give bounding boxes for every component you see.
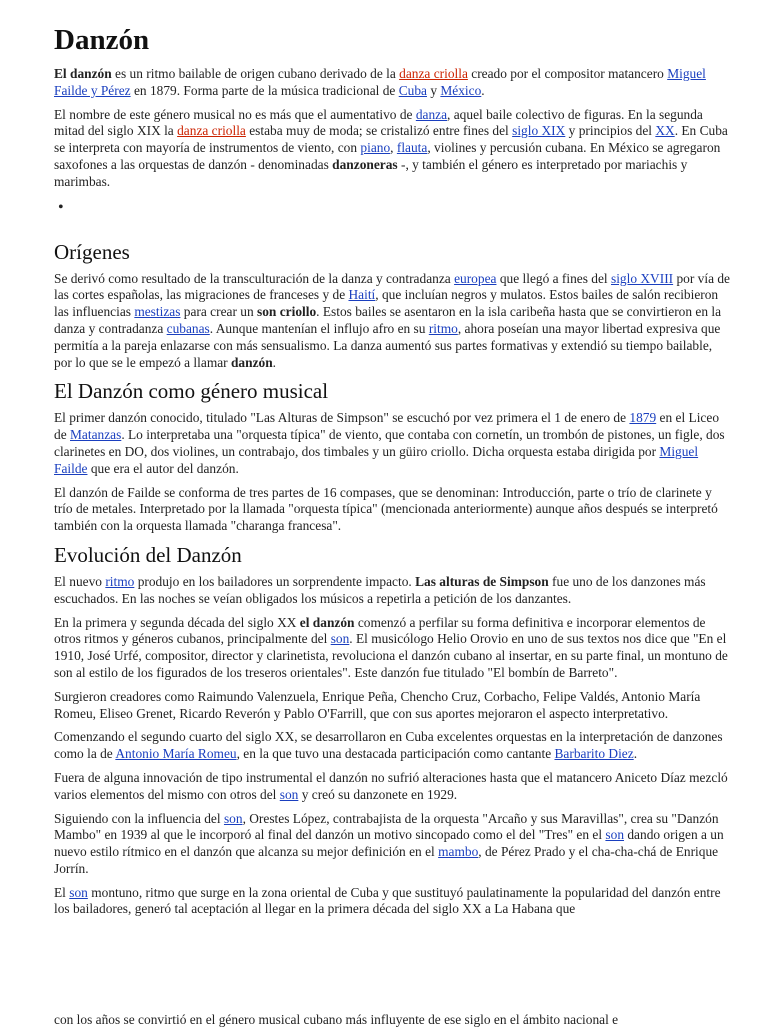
text-run: por vía de las cortes españolas, las migraciones de franceses y de <box>54 270 730 303</box>
paragraph <box>54 689 730 723</box>
genero-musical-section <box>54 410 730 535</box>
text-run: . <box>272 354 277 370</box>
text-run: , <box>390 140 397 156</box>
article-link[interactable]: danza <box>415 106 448 122</box>
text-run: comenzó a perfilar su forma definitiva e incorporar elementos de otros ritmos y géneros cubanos, principalmente del <box>54 614 706 647</box>
paragraph <box>54 107 730 191</box>
paragraph <box>54 615 730 682</box>
text-run: montuno, ritmo que surge en la zona oriental de Cuba y que sustituyó paulatinamente la popularidad del danzón entre los bailadores, generó tal aceptación al llegar en la primera década del siglo XX a La Habana que <box>54 884 721 917</box>
article <box>54 22 730 925</box>
text-run: , aquel baile colectivo de figuras. En la segunda mitad del siglo XIX la <box>54 106 703 139</box>
text-run: , que incluían negros y mulatos. Estos bailes de salón recibieron las influencias <box>54 287 719 320</box>
article-link[interactable]: son <box>605 827 625 843</box>
text-run: . <box>481 82 485 98</box>
article-link[interactable]: siglo XIX <box>512 123 566 139</box>
article-link[interactable]: Haití <box>348 287 376 303</box>
article-link[interactable]: mestizas <box>134 304 181 320</box>
text-run: produjo en los bailadores un sorprendente impacto. <box>134 573 416 589</box>
text-run: El primer danzón conocido, titulado "Las Alturas de Simpson" se escuchó por vez primera el 1 de enero de <box>54 410 630 426</box>
article-link[interactable]: Miguel Failde <box>54 443 699 476</box>
article-link[interactable]: Barbarito Diez <box>554 746 634 762</box>
text-run: -, y también el género es interpretado por mariachis y marimbas. <box>54 156 688 189</box>
origenes-section <box>54 271 730 372</box>
article-link[interactable]: danza criolla <box>177 123 246 139</box>
paragraph <box>54 574 730 608</box>
article-link[interactable]: mambo <box>438 844 479 860</box>
paragraph <box>54 410 730 477</box>
text-run: y principios del <box>565 123 656 139</box>
text-run: y <box>426 82 441 98</box>
text-run: . Lo interpretaba una "orquesta típica" de viento, que contaba con cornetín, un trombón de pistones, un figle, dos clarinetes en DO, dos violines, un contrabajo, dos timbales y un güiro criollo. Dicha orquesta estaba dirigida por <box>54 427 725 459</box>
bold-text: el danzón <box>299 614 355 630</box>
heading-evolucion: Evolución del Danzón <box>54 542 242 567</box>
text-run: . Estos bailes se asentaron en la isla caribeña hasta que se convirtieron en la danza y contradanza <box>54 304 722 336</box>
article-link[interactable]: son <box>223 810 243 826</box>
evolucion-section <box>54 574 730 918</box>
article-link[interactable]: Miguel Failde y Pérez <box>54 66 706 98</box>
bold-text: El danzón <box>54 66 112 81</box>
text-run: Siguiendo con la influencia del <box>54 810 224 826</box>
intro-section <box>54 66 730 191</box>
article-link[interactable]: siglo XVIII <box>611 270 674 286</box>
text-run: en el Liceo de <box>54 410 720 443</box>
text-run: En la primera y segunda década del siglo XX <box>54 614 300 630</box>
bold-text: Las alturas de Simpson <box>415 573 549 589</box>
text-run: que llegó a fines del <box>496 270 611 286</box>
article-link[interactable]: europea <box>454 270 497 286</box>
article-link[interactable]: Matanzas <box>70 427 122 443</box>
article-link[interactable]: piano <box>360 140 391 156</box>
paragraph <box>54 770 730 804</box>
article-link[interactable]: son <box>69 884 88 900</box>
heading-genero-musical: El Danzón como género musical <box>54 379 329 404</box>
text-run: , ahora poseían una mayor libertad expresiva que permitía a la pareja enlazarse con más sensualismo. La danza aumentó sus partes formativas y extendió su tiempo bailable, por lo que se le empezó a llamar <box>54 320 721 370</box>
article-link[interactable]: México <box>440 82 482 98</box>
text-run: El nombre de este género musical no es más que el aumentativo de <box>54 106 416 122</box>
text-run: Fuera de alguna innovación de tipo instrumental el danzón no sufrió alteraciones hasta que el matancero Aniceto Díaz mezcló varios elementos del mismo con otros del <box>54 769 728 802</box>
text-run: para crear un <box>180 304 258 320</box>
article-link[interactable]: Cuba <box>398 82 427 98</box>
text-run: y creó su danzonete en 1929. <box>298 786 458 802</box>
bullet-marker: • <box>58 198 64 216</box>
text-run: creado por el compositor matancero <box>467 66 668 81</box>
paragraph <box>54 885 730 919</box>
article-link[interactable]: flauta <box>396 140 428 156</box>
text-run: en 1879. Forma parte de la música tradicional de <box>130 82 399 98</box>
text-run: El nuevo <box>54 573 106 589</box>
paragraph <box>54 66 730 100</box>
text-run: , Orestes López, contrabajista de la orquesta "Arcaño y sus Maravillas", crea su "Danzón Mambo" en 1939 al que le incorporó al final del danzón un motivo sincopado como el del "Tres" en el <box>54 810 719 843</box>
text-run: es un ritmo bailable de origen cubano derivado de la <box>111 66 400 81</box>
text-run: Comenzando el segundo cuarto del siglo XX, se desarrollaron en Cuba excelentes orquestas en la interpretación de danzones como la de <box>54 729 723 762</box>
paragraph <box>54 271 730 372</box>
text-run: El <box>54 884 70 900</box>
text-run: dando origen a un nuevo estilo rítmico en el danzón que alcanza su mejor definición en el <box>54 827 724 860</box>
text-run: estaba muy de moda; se cristalizó entre fines del <box>245 123 513 139</box>
article-link[interactable]: Antonio María Romeu <box>115 746 237 762</box>
text-run: fue uno de los danzones más escuchados. En las noches se veían obligados los músicos a repetirla a petición de los danzantes. <box>54 573 706 606</box>
text-run: que era el autor del danzón. <box>87 460 239 476</box>
text-run: Surgieron creadores como Raimundo Valenzuela, Enrique Peña, Chencho Cruz, Corbacho, Felipe Valdés, Antonio María Romeu, Eliseo Grenet, Ricardo Reverón y Pablo O'Farrill, que con sus aportes mejoraron el aspecto interpretativo. <box>54 688 701 721</box>
page-bottom-text: con los años se convirtió en el género musical cubano más influyente de ese siglo en el ámbito nacional e <box>54 1012 619 1027</box>
article-link[interactable]: 1879 <box>629 410 657 426</box>
text-run: , violines y percusión cubana. En México se agregaron saxofones a las orquestas de danzón - denominadas <box>54 140 721 172</box>
article-link[interactable]: ritmo <box>105 573 135 589</box>
text-run: El danzón de Failde se conforma de tres partes de 16 compases, que se denominan: Introducción, parte o trío de clarinete y trío de metales. Interpretado por la llamada "orquesta típica" (mencionada anteriormente) aunque años después se interpretó también con la orquesta llamada "charanga francesa". <box>54 484 718 534</box>
paragraph <box>54 485 730 535</box>
article-link[interactable]: XX <box>655 123 675 139</box>
article-link[interactable]: danza criolla <box>399 66 468 81</box>
paragraph <box>54 811 730 878</box>
text-run: . El musicólogo Helio Orovio en uno de sus textos nos dice que "En el 1910, José Urfé, compositor, director y clarinetista, revoluciona el danzón cubano al insertar, en su parte final, un montuno de son al estilo de los figurados de los treseros orientales". Este danzón fue titulado "El bombín de Barreto". <box>54 631 728 680</box>
bold-text: danzón <box>230 354 273 370</box>
bold-text: son criollo <box>257 304 317 320</box>
text-run: , en la que tuvo una destacada participación como cantante <box>236 746 555 762</box>
text-run: . <box>633 746 638 762</box>
text-run: . En Cuba se interpreta con mayoría de instrumentos de viento, con <box>54 123 728 156</box>
article-link[interactable]: son <box>330 631 350 647</box>
text-run: Se derivó como resultado de la transculturación de la danza y contradanza <box>54 270 455 286</box>
article-link[interactable]: ritmo <box>428 320 458 336</box>
text-run: . Aunque mantenían el influjo afro en su <box>209 320 429 336</box>
article-link[interactable]: son <box>279 786 299 802</box>
page-title: Danzón <box>54 24 150 56</box>
bold-text: danzoneras <box>332 156 398 172</box>
paragraph <box>54 729 730 763</box>
heading-origenes: Orígenes <box>54 239 130 264</box>
text-run: , de Pérez Prado y el cha-cha-chá de Enrique Jorrín. <box>54 844 719 876</box>
article-link[interactable]: cubanas <box>166 320 210 336</box>
